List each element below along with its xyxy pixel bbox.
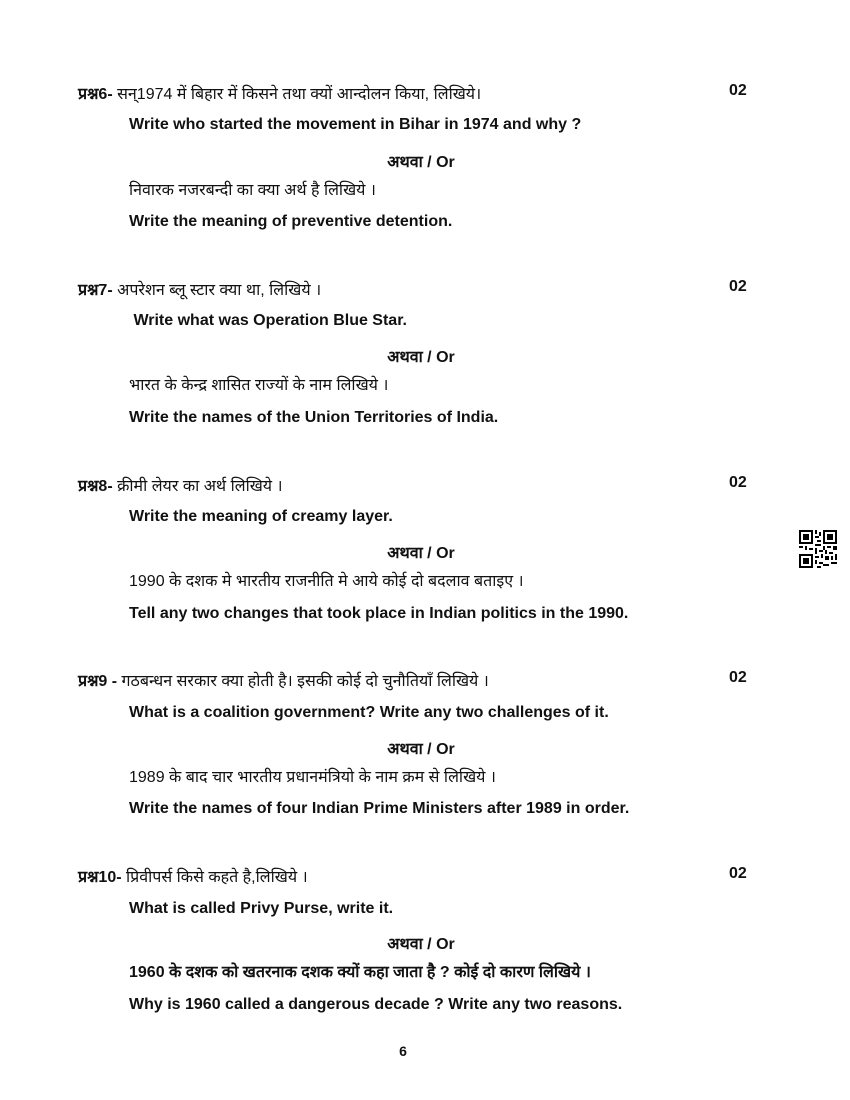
or-label: अथवा / Or: [387, 349, 455, 366]
question-hindi: क्रीमी लेयर का अर्थ लिखिये ।: [117, 478, 283, 495]
or-label: अथवा / Or: [387, 936, 455, 953]
alternative-english: Write the names of four Indian Prime Ministers after 1989 in order.: [129, 800, 630, 817]
or-label: अथवा / Or: [387, 545, 455, 562]
alternative-hindi: 1989 के बाद चार भारतीय प्रधानमंत्रियो के नाम क्रम से लिखिये ।: [129, 769, 496, 786]
question-english: Write who started the movement in Bihar in 1974 and why ?: [129, 116, 582, 133]
question-number: प्रश्न8-: [78, 478, 113, 495]
question-hindi: अपरेशन ब्लू स्टार क्या था, लिखिये ।: [117, 282, 322, 299]
question-hindi: गठबन्धन सरकार क्या होती है। इसकी कोई दो चुनौतियाँ लिखिये ।: [121, 673, 489, 690]
question-hindi: सन्1974 में बिहार में किसने तथा क्यों आन्दोलन किया, लिखिये।: [117, 86, 482, 103]
question-marks: 02: [729, 865, 747, 882]
question-number: प्रश्न9 -: [78, 673, 118, 690]
question-heading: [78, 278, 321, 300]
question-marks: 02: [729, 669, 747, 686]
alternative-hindi: निवारक नजरबन्दी का क्या अर्थ है लिखिये ।: [129, 182, 376, 199]
question-english: What is called Privy Purse, write it.: [129, 900, 394, 917]
page-number: 6: [399, 1043, 407, 1059]
question-hindi: प्रिवीपर्स किसे कहते है,लिखिये ।: [126, 869, 308, 886]
question-heading: [78, 865, 308, 887]
question-marks: 02: [729, 474, 747, 491]
alternative-english: Tell any two changes that took place in Indian politics in the 1990.: [129, 605, 629, 622]
qr-code-icon: [799, 530, 837, 568]
question-english: Write the meaning of creamy layer.: [129, 508, 393, 525]
or-label: अथवा / Or: [387, 154, 455, 171]
question-english: What is a coalition government? Write any two challenges of it.: [129, 704, 609, 721]
alternative-english: Write the meaning of preventive detention.: [129, 213, 453, 230]
or-label: अथवा / Or: [387, 741, 455, 758]
question-marks: 02: [729, 82, 747, 99]
alternative-hindi: 1990 के दशक मे भारतीय राजनीति मे आये कोई दो बदलाव बताइए ।: [129, 573, 524, 590]
question-english: Write what was Operation Blue Star.: [129, 312, 407, 329]
question-heading: [78, 474, 283, 496]
alternative-english: Why is 1960 called a dangerous decade ? Write any two reasons.: [129, 996, 623, 1013]
question-number: प्रश्न6-: [78, 86, 113, 103]
question-heading: [78, 669, 489, 691]
question-number: प्रश्न10-: [78, 869, 122, 886]
question-marks: 02: [729, 278, 747, 295]
alternative-hindi: 1960 के दशक को खतरनाक दशक क्यों कहा जाता है ? कोई दो कारण लिखिये ।: [129, 964, 591, 981]
alternative-hindi: भारत के केन्द्र शासित राज्यों के नाम लिखिये ।: [129, 377, 389, 394]
question-number: प्रश्न7-: [78, 282, 113, 299]
question-heading: [78, 82, 481, 104]
alternative-english: Write the names of the Union Territories of India.: [129, 409, 499, 426]
